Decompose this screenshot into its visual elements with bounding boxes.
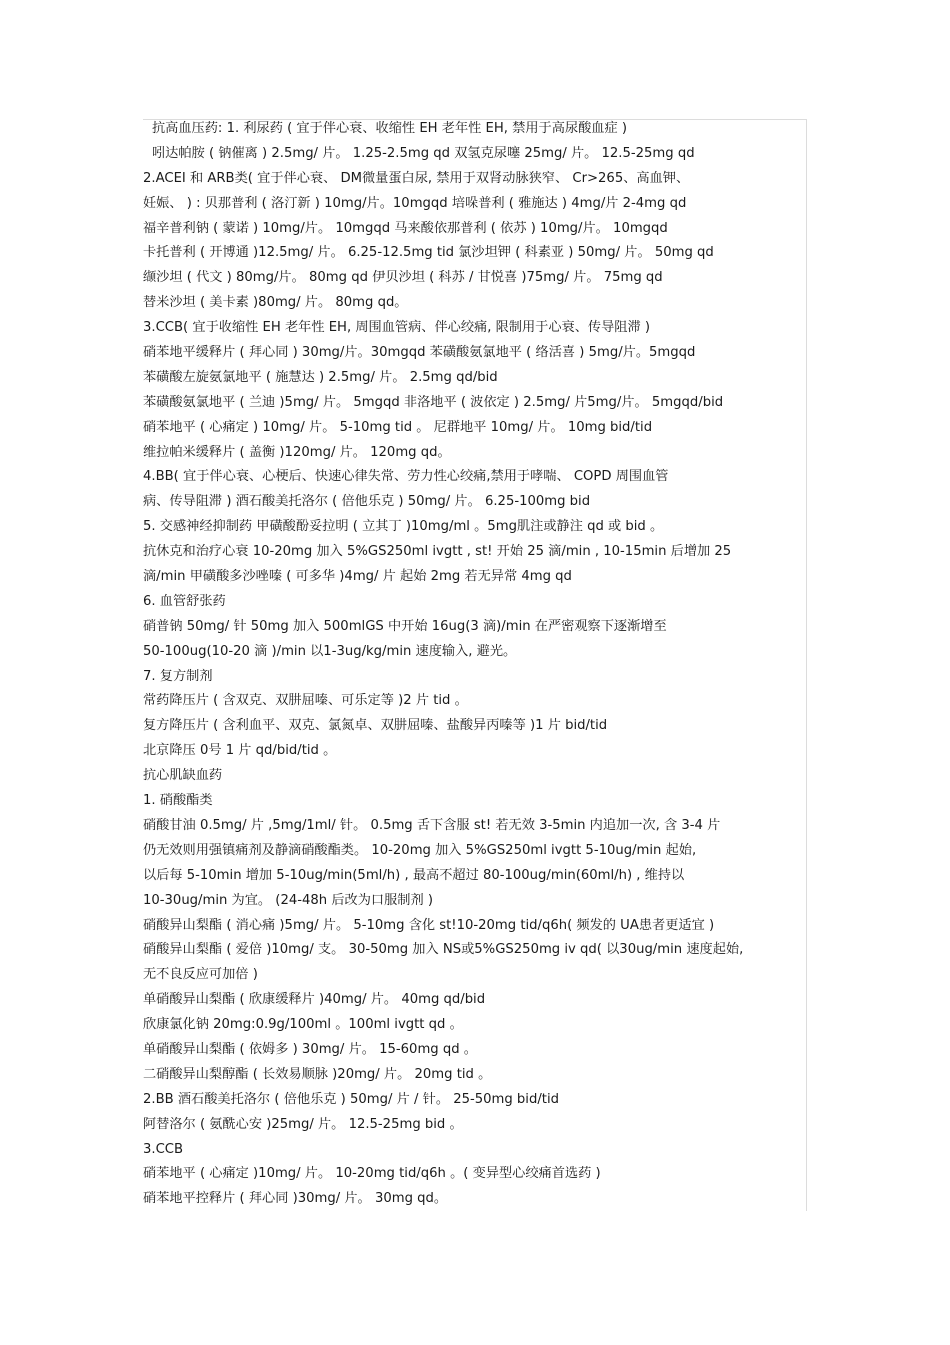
text-line: 苯磺酸氨氯地平 ( 兰迪 )5mg/ 片。 5mgqd 非洛地平 ( 波依定 ) 2.5mg/ 片5mg/片。 5mgqd/bid	[143, 394, 724, 410]
text-line: 硝普钠 50mg/ 针 50mg 加入 500mlGS 中开始 16ug(3 滴)/min 在严密观察下逐渐增至	[143, 618, 667, 634]
text-line: 10-30ug/min 为宜。 (24-48h 后改为口服制剂 )	[143, 892, 433, 908]
text-line: 苯磺酸左旋氨氯地平 ( 施慧达 ) 2.5mg/ 片。 2.5mg qd/bid	[143, 369, 498, 385]
document-body	[143, 117, 805, 1212]
text-line: 1. 硝酸酯类	[143, 793, 213, 809]
text-line: 常药降压片 ( 含双克、双肼屈嗪、可乐定等 )2 片 tid 。	[143, 693, 468, 709]
text-line: 2.ACEI 和 ARB类( 宜于伴心衰、 DM微量蛋白尿, 禁用于双肾动脉狭窄、 Cr>265、高血钾、	[143, 170, 690, 186]
text-line: 硝苯地平 ( 心痛定 )10mg/ 片。 10-20mg tid/q6h 。( 变异型心绞痛首选药 )	[143, 1166, 601, 1182]
text-line: 滴/min 甲磺酸多沙唑嗪 ( 可多华 )4mg/ 片 起始 2mg 若无异常 4mg qd	[143, 569, 572, 585]
page-frame-right-border	[806, 119, 807, 1211]
text-line: 硝苯地平控释片 ( 拜心同 )30mg/ 片。 30mg qd。	[143, 1191, 448, 1207]
text-line: 抗心肌缺血药	[143, 768, 223, 784]
text-line: 阿替洛尔 ( 氨酰心安 )25mg/ 片。 12.5-25mg bid 。	[143, 1116, 463, 1132]
text-line: 欣康氯化钠 20mg:0.9g/100ml 。100ml ivgtt qd 。	[143, 1017, 463, 1033]
text-line: 二硝酸异山梨醇酯 ( 长效易顺脉 )20mg/ 片。 20mg tid 。	[143, 1066, 492, 1082]
text-line: 替米沙坦 ( 美卡素 )80mg/ 片。 80mg qd。	[143, 295, 408, 311]
text-line: 单硝酸异山梨酯 ( 欣康缓释片 )40mg/ 片。 40mg qd/bid	[143, 992, 486, 1008]
text-line: 抗高血压药: 1. 利尿药 ( 宜于伴心衰、收缩性 EH 老年性 EH, 禁用于高尿酸血症 )	[152, 121, 627, 136]
text-line: 仍无效则用强镇痛剂及静滴硝酸酯类。 10-20mg 加入 5%GS250ml ivgtt 5-10ug/min 起始,	[143, 842, 697, 858]
text-line: 5. 交感神经抑制药 甲磺酸酚妥拉明 ( 立其丁 )10mg/ml 。5mg肌注或静注 qd 或 bid 。	[143, 519, 664, 535]
text-line: 2.BB 酒石酸美托洛尔 ( 倍他乐克 ) 50mg/ 片 / 针。 25-50mg bid/tid	[143, 1091, 559, 1107]
text-line: 卡托普利 ( 开博通 )12.5mg/ 片。 6.25-12.5mg tid 氯沙坦钾 ( 科素亚 ) 50mg/ 片。 50mg qd	[143, 245, 714, 261]
text-line: 3.CCB	[143, 1141, 184, 1157]
text-line: 3.CCB( 宜于收缩性 EH 老年性 EH, 周围血管病、伴心绞痛, 限制用于心衰、传导阻滞 )	[143, 320, 650, 336]
text-line: 单硝酸异山梨酯 ( 依姆多 ) 30mg/ 片。 15-60mg qd 。	[143, 1041, 477, 1057]
text-line: 妊娠、 ) : 贝那普利 ( 洛汀新 ) 10mg/片。10mgqd 培哚普利 ( 雅施达 ) 4mg/片 2-4mg qd	[143, 195, 687, 211]
text-line: 硝苯地平缓释片 ( 拜心同 ) 30mg/片。30mgqd 苯磺酸氨氯地平 ( 络活喜 ) 5mg/片。5mgqd	[143, 345, 696, 361]
text-line: 复方降压片 ( 含利血平、双克、氯氮卓、双肼屈嗪、盐酸异丙嗪等 )1 片 bid/tid	[143, 718, 608, 734]
text-line: 福辛普利钠 ( 蒙诺 ) 10mg/片。 10mgqd 马来酸依那普利 ( 依苏 ) 10mg/片。 10mgqd	[143, 220, 668, 236]
text-line: 无不良反应可加倍 )	[143, 967, 258, 983]
text-line: 病、传导阻滞 ) 酒石酸美托洛尔 ( 倍他乐克 ) 50mg/ 片。 6.25-100mg bid	[143, 494, 591, 510]
text-line: 4.BB( 宜于伴心衰、心梗后、快速心律失常、劳力性心绞痛,禁用于哮喘、 COPD 周围血管	[143, 469, 669, 485]
text-line: 北京降压 0号 1 片 qd/bid/tid 。	[143, 743, 337, 759]
text-line: 50-100ug(10-20 滴 )/min 以1-3ug/kg/min 速度输入, 避光。	[143, 643, 517, 659]
text-line: 硝苯地平 ( 心痛定 ) 10mg/ 片。 5-10mg tid 。 尼群地平 10mg/ 片。 10mg bid/tid	[143, 419, 653, 435]
text-line: 吲达帕胺 ( 钠催离 ) 2.5mg/ 片。 1.25-2.5mg qd 双氢克尿噻 25mg/ 片。 12.5-25mg qd	[152, 145, 695, 161]
text-line: 维拉帕米缓释片 ( 盖衡 )120mg/ 片。 120mg qd。	[143, 444, 451, 460]
text-line: 硝酸异山梨酯 ( 消心痛 )5mg/ 片。 5-10mg 含化 st!10-20mg tid/q6h( 频发的 UA患者更适宜 )	[143, 917, 715, 933]
text-line: 硝酸异山梨酯 ( 爱倍 )10mg/ 支。 30-50mg 加入 NS或5%GS250mg iv qd( 以30ug/min 速度起始,	[143, 942, 744, 958]
text-line: 7. 复方制剂	[143, 668, 213, 684]
text-line: 抗休克和治疗心衰 10-20mg 加入 5%GS250ml ivgtt , st! 开始 25 滴/min , 10-15min 后增加 25	[143, 544, 732, 560]
text-line: 硝酸甘油 0.5mg/ 片 ,5mg/1ml/ 针。 0.5mg 舌下含服 st! 若无效 3-5min 内追加一次, 含 3-4 片	[143, 817, 721, 833]
text-line: 6. 血管舒张药	[143, 593, 226, 609]
text-line: 缬沙坦 ( 代文 ) 80mg/片。 80mg qd 伊贝沙坦 ( 科苏 / 甘悦喜 )75mg/ 片。 75mg qd	[143, 270, 663, 286]
text-line: 以后每 5-10min 增加 5-10ug/min(5ml/h) , 最高不超过 80-100ug/min(60ml/h) , 维持以	[143, 867, 685, 883]
